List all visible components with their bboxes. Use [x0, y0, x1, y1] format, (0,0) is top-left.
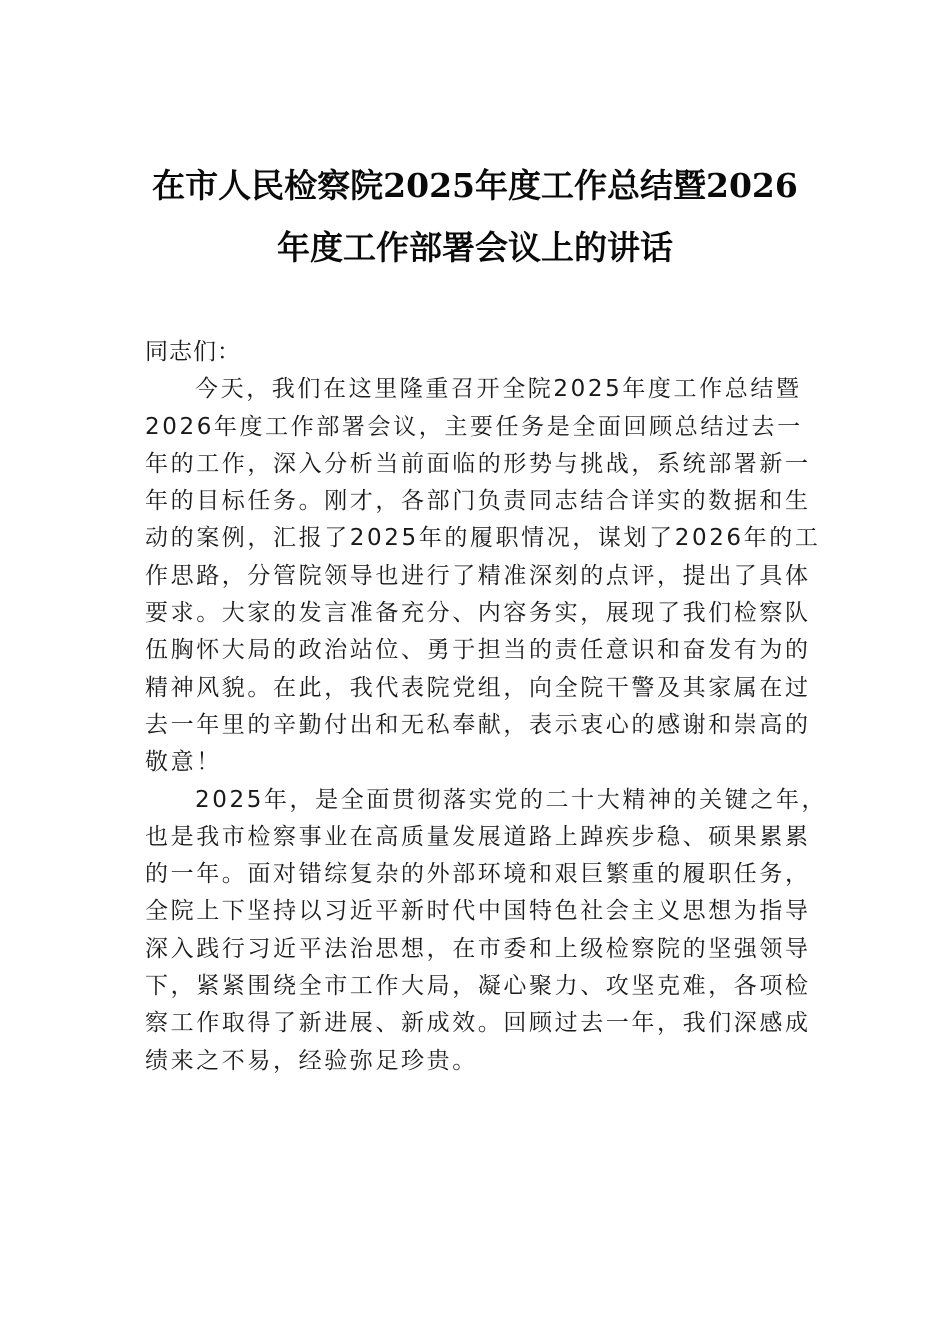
title-line-2: 年度工作部署会议上的讲话	[277, 228, 673, 267]
paragraph-line: 绩来之不易，经验弥足珍贵。	[145, 1047, 478, 1074]
paragraph-line: 今天，我们在这里隆重召开全院2025年度工作总结暨	[195, 376, 802, 403]
paragraph-line: 动的案例，汇报了2025年的履职情况，谋划了2026年的工	[145, 525, 821, 552]
paragraph-line: 作思路，分管院领导也进行了精准深刻的点评，提出了具体	[145, 562, 811, 589]
paragraph-line: 2025年，是全面贯彻落实党的二十大精神的关键之年，	[195, 786, 828, 813]
document-title	[0, 166, 950, 268]
paragraph-line: 2026年度工作部署会议，主要任务是全面回顾总结过去一	[145, 413, 803, 440]
paragraph-line: 年的目标任务。刚才，各部门负责同志结合详实的数据和生	[145, 488, 811, 515]
paragraph-line: 的一年。面对错综复杂的外部环境和艰巨繁重的履职任务，	[145, 861, 811, 888]
document-body	[145, 334, 828, 1080]
paragraph-line: 年的工作，深入分析当前面临的形势与挑战，系统部署新一	[145, 450, 811, 477]
title-line-1: 在市人民检察院2025年度工作总结暨2026	[152, 166, 798, 205]
paragraph-line: 敬意！	[145, 749, 222, 776]
paragraph-line: 全院上下坚持以习近平新时代中国特色社会主义思想为指导	[145, 898, 811, 925]
paragraph-line: 去一年里的辛勤付出和无私奉献，表示衷心的感谢和崇高的	[145, 711, 811, 738]
paragraph-2	[145, 782, 828, 1080]
paragraph-line: 要求。大家的发言准备充分、内容务实，展现了我们检察队	[145, 600, 811, 627]
paragraph-line: 精神风貌。在此，我代表院党组，向全院干警及其家属在过	[145, 674, 811, 701]
salutation: 同志们：	[145, 339, 241, 365]
paragraph-line: 察工作取得了新进展、新成效。回顾过去一年，我们深感成	[145, 1010, 811, 1037]
paragraph-line: 下，紧紧围绕全市工作大局，凝心聚力、攻坚克难，各项检	[145, 973, 811, 1000]
paragraph-line: 深入践行习近平法治思想，在市委和上级检察院的坚强领导	[145, 935, 811, 962]
paragraph-line: 伍胸怀大局的政治站位、勇于担当的责任意识和奋发有为的	[145, 637, 811, 664]
paragraph-1	[145, 371, 821, 781]
paragraph-line: 也是我市检察事业在高质量发展道路上踔疾步稳、硕果累累	[145, 823, 811, 850]
